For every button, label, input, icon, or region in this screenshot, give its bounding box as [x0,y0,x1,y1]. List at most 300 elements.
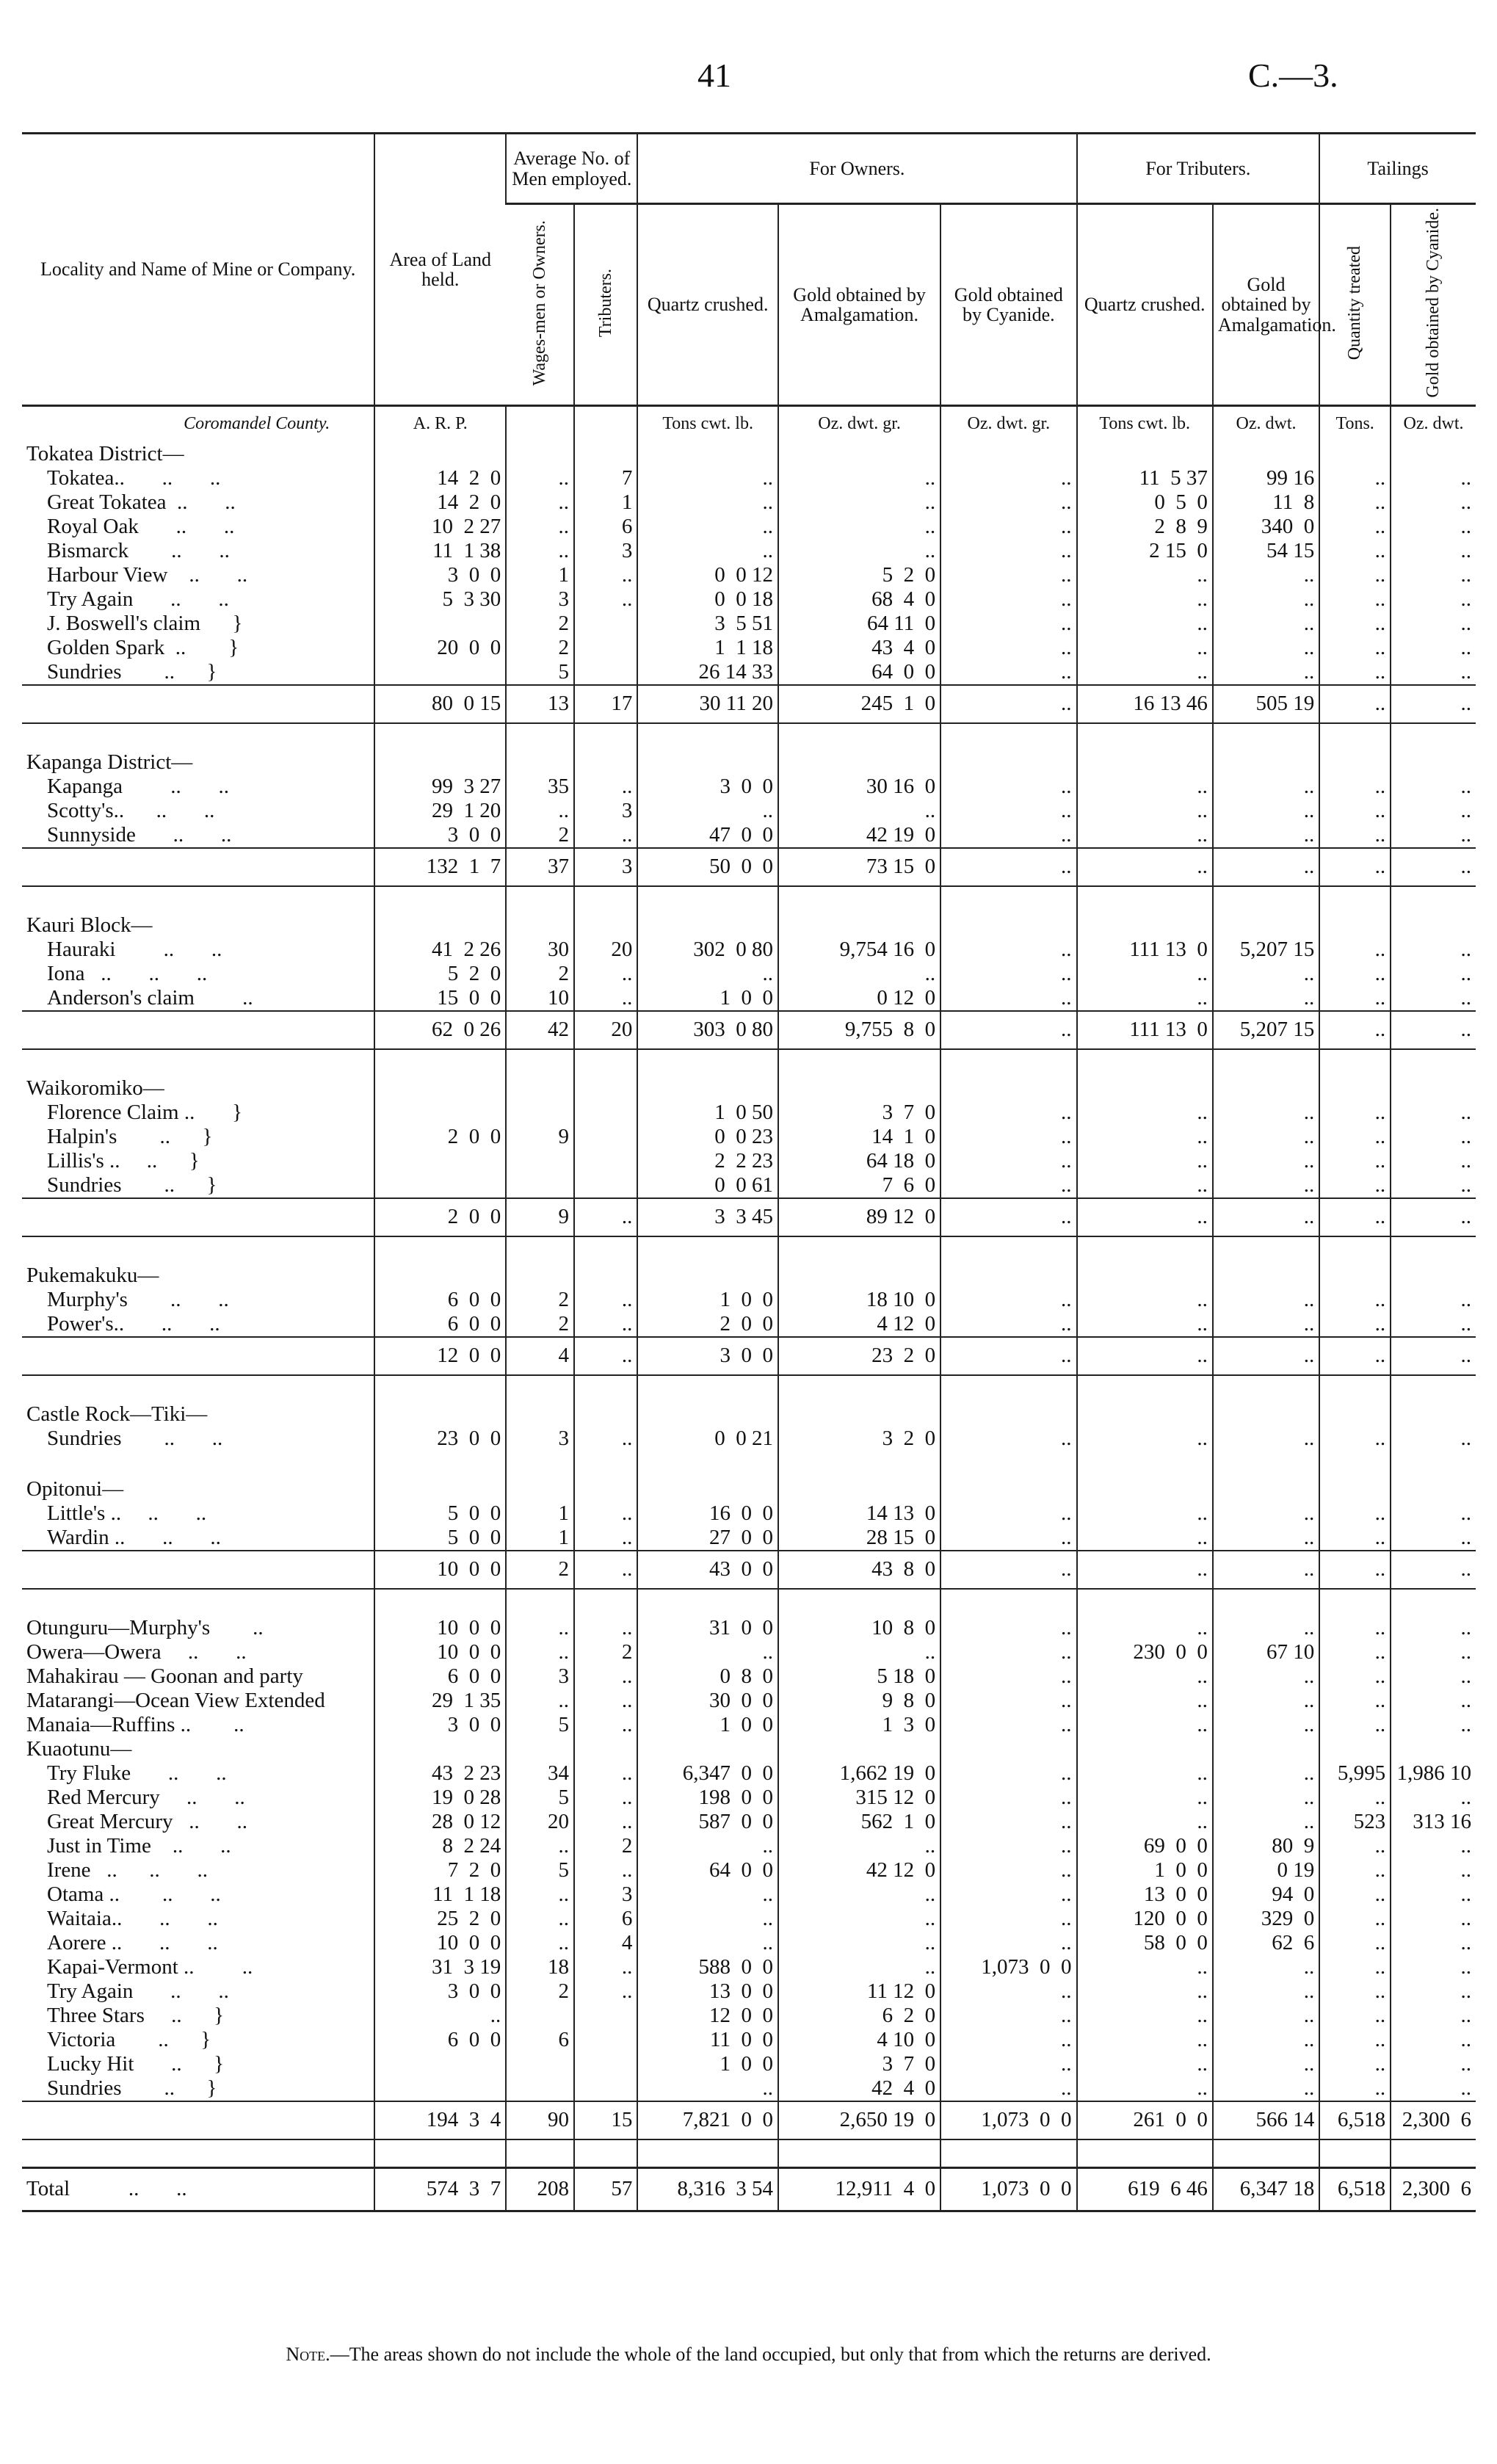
value-cell: .. [574,1198,637,1236]
value-cell [1391,913,1476,938]
locality-cell: Three Stars .. } [47,2003,225,2027]
value-cell: 3 [506,587,574,612]
value-cell: .. [506,515,574,539]
value-cell: 27 0 0 [637,1526,778,1551]
value-cell [574,1737,637,1761]
value-cell: .. [374,2004,506,2028]
value-cell: .. [940,515,1076,539]
value-cell: .. [1077,986,1213,1011]
header-quartz-crushed: Quartz crushed. [637,204,778,406]
district-row [22,1402,1476,1427]
value-cell: .. [637,539,778,563]
value-cell: 54 15 [1213,539,1319,563]
value-cell: 230 0 0 [1077,1640,1213,1664]
header-wages: Wages-men or Owners. [529,220,549,385]
value-cell: .. [1391,2052,1476,2076]
value-cell: .. [1319,1125,1391,1149]
locality-cell: Total .. .. [22,2167,374,2211]
table-row [22,1616,1476,1640]
value-cell: .. [1391,1337,1476,1375]
value-cell: 6,347 0 0 [637,1761,778,1786]
value-cell: .. [1319,1689,1391,1713]
district-row [22,442,1476,466]
locality-cell [22,1236,374,1264]
value-cell: 2 [506,612,574,636]
value-cell: 18 10 0 [778,1288,940,1312]
value-cell [574,1451,637,1477]
county-name: Coromandel County. [184,414,330,434]
locality-cell: Sundries .. } [47,1173,217,1197]
value-cell: .. [940,1551,1076,1589]
value-cell: 6 0 0 [374,1288,506,1312]
header-gold-amalgamation: Gold obtained by Amalgamation. [778,204,940,406]
value-cell: .. [778,1931,940,1955]
value-cell: .. [940,823,1076,848]
value-cell: 2 15 0 [1077,539,1213,563]
value-cell: .. [1213,2028,1319,2052]
locality-cell [22,1589,374,1616]
value-cell: 11 12 0 [778,1979,940,2004]
value-cell: .. [1319,685,1391,723]
value-cell: .. [1319,1149,1391,1173]
value-cell: 5 [506,1786,574,1810]
locality-cell: Lucky Hit .. } [47,2051,225,2076]
value-cell: 11 5 37 [1077,466,1213,490]
value-cell: 35 [506,775,574,799]
value-cell: .. [1391,1427,1476,1451]
table-row [22,563,1476,587]
locality-cell [22,1337,374,1375]
value-cell: .. [574,1526,637,1551]
value-cell: 30 11 20 [637,685,778,723]
value-cell: 2 [506,823,574,848]
value-cell: 99 3 27 [374,775,506,799]
value-cell: 6 0 0 [374,1664,506,1689]
value-cell [574,913,637,938]
value-cell: 18 [506,1955,574,1979]
value-cell [574,2076,637,2101]
value-cell: .. [1077,1713,1213,1737]
value-cell: 3 [574,848,637,886]
table-row [22,539,1476,563]
value-cell [1391,1375,1476,1402]
locality-cell: Iona .. .. .. [47,961,208,985]
value-cell: 111 13 0 [1077,938,1213,962]
value-cell [940,1477,1076,1501]
value-cell [506,442,574,466]
value-cell: 7 6 0 [778,1173,940,1198]
locality-cell [22,723,374,750]
value-cell: .. [940,1288,1076,1312]
value-cell: .. [778,515,940,539]
value-cell [778,1076,940,1101]
value-cell [637,1264,778,1288]
value-cell: .. [506,1689,574,1713]
value-cell: 15 0 0 [374,986,506,1011]
value-cell: 587 0 0 [637,1810,778,1834]
district-row [22,913,1476,938]
value-cell: .. [574,962,637,986]
value-cell [1077,1477,1213,1501]
value-cell: 11 1 38 [374,539,506,563]
value-cell: 5 [506,1858,574,1883]
value-cell: .. [1319,1501,1391,1526]
value-cell [506,2076,574,2101]
subtotal-row [22,1198,1476,1236]
value-cell: .. [1391,986,1476,1011]
value-cell: 562 1 0 [778,1810,940,1834]
locality-cell: Sundries .. .. [47,1426,223,1450]
locality-cell: Opitonui— [26,1476,124,1501]
locality-cell: Waikoromiko— [26,1076,164,1100]
value-cell: 1,073 0 0 [940,2101,1076,2139]
value-cell: .. [1213,1689,1319,1713]
value-cell: .. [1391,1640,1476,1664]
value-cell: 3 0 0 [374,1713,506,1737]
value-cell: 4 12 0 [778,1312,940,1337]
spacer-row [22,886,1476,913]
value-cell [374,1101,506,1125]
value-cell: 3 0 0 [637,1337,778,1375]
value-cell [637,1451,778,1477]
locality-cell [22,886,374,913]
value-cell: .. [940,1907,1076,1931]
header-gold-cyanide: Gold obtained by Cyanide. [940,204,1076,406]
value-cell: .. [940,539,1076,563]
footnote-label: Note. [286,2344,330,2365]
locality-cell: Sundries .. } [47,659,217,684]
value-cell [574,1149,637,1173]
value-cell [574,886,637,913]
value-cell [374,2052,506,2076]
unit-cell: Tons cwt. lb. [637,405,778,442]
value-cell: .. [940,1173,1076,1198]
value-cell: 5 [506,1713,574,1737]
value-cell [940,1049,1076,1076]
value-cell: .. [940,612,1076,636]
value-cell: 80 0 15 [374,685,506,723]
locality-cell: Victoria .. } [47,2027,211,2051]
value-cell: 2 [506,1288,574,1312]
value-cell: .. [1077,2052,1213,2076]
value-cell [574,750,637,775]
value-cell: 37 [506,848,574,886]
value-cell: 6 [506,2028,574,2052]
value-cell: 9 [506,1125,574,1149]
value-cell: 8,316 3 54 [637,2167,778,2211]
value-cell: .. [1319,2028,1391,2052]
value-cell: .. [1391,2076,1476,2101]
value-cell: .. [574,1761,637,1786]
value-cell: 43 2 23 [374,1761,506,1786]
subtotal-row [22,1551,1476,1589]
value-cell [1391,750,1476,775]
value-cell: .. [574,1616,637,1640]
value-cell: 16 13 46 [1077,685,1213,723]
value-cell: 28 15 0 [778,1526,940,1551]
value-cell: .. [1077,1312,1213,1337]
value-cell [506,2052,574,2076]
district-row [22,1737,1476,1761]
value-cell: 523 [1319,1810,1391,1834]
value-cell [637,750,778,775]
locality-cell: Kuaotunu— [26,1736,132,1761]
subtotal-row [22,848,1476,886]
value-cell: .. [1391,1689,1476,1713]
value-cell: .. [1391,1931,1476,1955]
value-cell [1319,886,1391,913]
value-cell: .. [1319,799,1391,823]
unit-cell [574,405,637,442]
value-cell [506,1737,574,1761]
value-cell: .. [1077,1979,1213,2004]
district-row [22,750,1476,775]
gold-returns-table [22,132,1476,2212]
value-cell [1213,750,1319,775]
table-row [22,1149,1476,1173]
value-cell: .. [940,938,1076,962]
value-cell: 5 18 0 [778,1664,940,1689]
value-cell: .. [574,1288,637,1312]
value-cell: .. [1319,823,1391,848]
locality-cell: Murphy's .. .. [47,1287,229,1311]
value-cell: .. [1391,1907,1476,1931]
value-cell: 315 12 0 [778,1786,940,1810]
value-cell [1213,723,1319,750]
value-cell: .. [574,823,637,848]
value-cell: 67 10 [1213,1640,1319,1664]
value-cell: 31 3 19 [374,1955,506,1979]
value-cell: 6 [574,1907,637,1931]
value-cell [374,1477,506,1501]
value-cell: 2 8 9 [1077,515,1213,539]
value-cell: .. [1213,1427,1319,1451]
value-cell [574,1049,637,1076]
value-cell: .. [1213,1664,1319,1689]
locality-cell: Kapai-Vermont .. .. [47,1954,253,1979]
value-cell [574,1173,637,1198]
spacer-row [22,1375,1476,1402]
value-cell: .. [940,1640,1076,1664]
locality-cell: Tokatea District— [26,441,184,465]
value-cell: .. [778,490,940,515]
value-cell: .. [940,1125,1076,1149]
value-cell: 42 4 0 [778,2076,940,2101]
value-cell: .. [1319,1101,1391,1125]
value-cell [574,660,637,685]
value-cell [374,1173,506,1198]
value-cell: 120 0 0 [1077,1907,1213,1931]
value-cell [1213,1076,1319,1101]
value-cell: .. [940,1786,1076,1810]
value-cell: .. [940,775,1076,799]
value-cell: .. [506,490,574,515]
header-quantity-treated: Quantity treated [1345,245,1365,360]
value-cell [637,913,778,938]
value-cell: .. [1319,1834,1391,1858]
value-cell: .. [1077,823,1213,848]
value-cell: .. [1391,799,1476,823]
value-cell [778,442,940,466]
value-cell: .. [637,490,778,515]
value-cell: .. [1213,1173,1319,1198]
value-cell: .. [1391,563,1476,587]
header-trib-quartz: Quartz crushed. [1077,204,1213,406]
value-cell [374,2076,506,2101]
locality-cell: Royal Oak .. .. [47,514,235,538]
value-cell: 13 0 0 [1077,1883,1213,1907]
locality-cell: Hauraki .. .. [47,937,222,961]
value-cell: .. [506,1907,574,1931]
value-cell: 64 18 0 [778,1149,940,1173]
value-cell: 1 3 0 [778,1713,940,1737]
value-cell [1319,750,1391,775]
value-cell: 574 3 7 [374,2167,506,2211]
value-cell: 16 0 0 [637,1501,778,1526]
value-cell [1319,913,1391,938]
value-cell [1077,1589,1213,1616]
value-cell: 10 8 0 [778,1616,940,1640]
value-cell [374,1589,506,1616]
value-cell: 9 8 0 [778,1689,940,1713]
header-for-owners: For Owners. [637,134,1076,204]
value-cell: .. [574,1979,637,2004]
table-row [22,587,1476,612]
value-cell: 20 [506,1810,574,1834]
value-cell [1391,1737,1476,1761]
value-cell [506,1076,574,1101]
value-cell: .. [778,1955,940,1979]
value-cell: 57 [574,2167,637,2211]
value-cell: 1,986 10 [1391,1761,1476,1786]
value-cell [574,1402,637,1427]
value-cell [574,1125,637,1149]
value-cell: 13 [506,685,574,723]
value-cell: .. [1077,799,1213,823]
locality-cell: Castle Rock—Tiki— [26,1402,208,1426]
value-cell: .. [1213,1761,1319,1786]
value-cell: 10 [506,986,574,1011]
value-cell: .. [778,799,940,823]
value-cell [637,1049,778,1076]
value-cell: 3 2 0 [778,1427,940,1451]
table-row [22,799,1476,823]
value-cell [1077,1049,1213,1076]
value-cell: .. [1319,1907,1391,1931]
table-row [22,636,1476,660]
value-cell: .. [940,799,1076,823]
value-cell: 261 0 0 [1077,2101,1213,2139]
locality-cell: Power's.. .. .. [47,1311,220,1336]
value-cell: 3 [574,539,637,563]
value-cell [506,1477,574,1501]
value-cell [637,723,778,750]
value-cell: .. [1391,660,1476,685]
value-cell [374,1402,506,1427]
table-row [22,1640,1476,1664]
value-cell: 13 0 0 [637,1979,778,2004]
value-cell: .. [1077,1616,1213,1640]
value-cell: .. [778,1907,940,1931]
value-cell [940,1236,1076,1264]
value-cell: 15 [574,2101,637,2139]
value-cell: 0 0 23 [637,1125,778,1149]
value-cell: .. [1319,2004,1391,2028]
value-cell [940,1402,1076,1427]
value-cell [1077,1451,1213,1477]
value-cell [374,1236,506,1264]
table-row [22,1526,1476,1551]
value-cell: 3 0 0 [374,823,506,848]
district-row [22,1264,1476,1288]
value-cell: .. [940,1979,1076,2004]
value-cell [778,1236,940,1264]
locality-cell: Sundries .. } [47,2076,217,2100]
value-cell: .. [1391,1312,1476,1337]
value-cell: 3 [574,799,637,823]
value-cell: 64 0 0 [637,1858,778,1883]
value-cell: .. [1213,1616,1319,1640]
value-cell [506,1236,574,1264]
table-row [22,1858,1476,1883]
table-row [22,1125,1476,1149]
table-row [22,515,1476,539]
locality-cell: Great Tokatea .. .. [47,490,236,514]
value-cell: 4 10 0 [778,2028,940,2052]
value-cell: 2 [506,962,574,986]
value-cell: 43 4 0 [778,636,940,660]
value-cell: .. [574,1501,637,1526]
value-cell: .. [1391,1858,1476,1883]
value-cell [574,636,637,660]
value-cell: .. [778,1883,940,1907]
value-cell: .. [940,563,1076,587]
value-cell [1319,1264,1391,1288]
value-cell: 2,650 19 0 [778,2101,940,2139]
value-cell: .. [1077,636,1213,660]
value-cell [940,1076,1076,1101]
value-cell [506,723,574,750]
value-cell: .. [940,1101,1076,1125]
value-cell [940,750,1076,775]
value-cell: 73 15 0 [778,848,940,886]
value-cell: 94 0 [1213,1883,1319,1907]
value-cell: 11 8 [1213,490,1319,515]
table-row [22,1907,1476,1931]
value-cell: .. [574,1713,637,1737]
value-cell: 0 5 0 [1077,490,1213,515]
value-cell: 43 0 0 [637,1551,778,1589]
value-cell [778,886,940,913]
value-cell: .. [940,1834,1076,1858]
value-cell: .. [506,1931,574,1955]
value-cell: 6 0 0 [374,2028,506,2052]
value-cell [1213,1477,1319,1501]
value-cell: .. [1077,1288,1213,1312]
value-cell: .. [940,685,1076,723]
value-cell [1077,913,1213,938]
value-cell: .. [574,1955,637,1979]
locality-cell: Manaia—Ruffins .. .. [26,1712,244,1736]
value-cell: 42 19 0 [778,823,940,848]
value-cell: .. [1319,1858,1391,1883]
locality-cell: Harbour View .. .. [47,562,248,587]
value-cell: 10 2 27 [374,515,506,539]
value-cell [637,886,778,913]
value-cell: 0 0 61 [637,1173,778,1198]
table-row [22,938,1476,962]
value-cell: .. [940,962,1076,986]
